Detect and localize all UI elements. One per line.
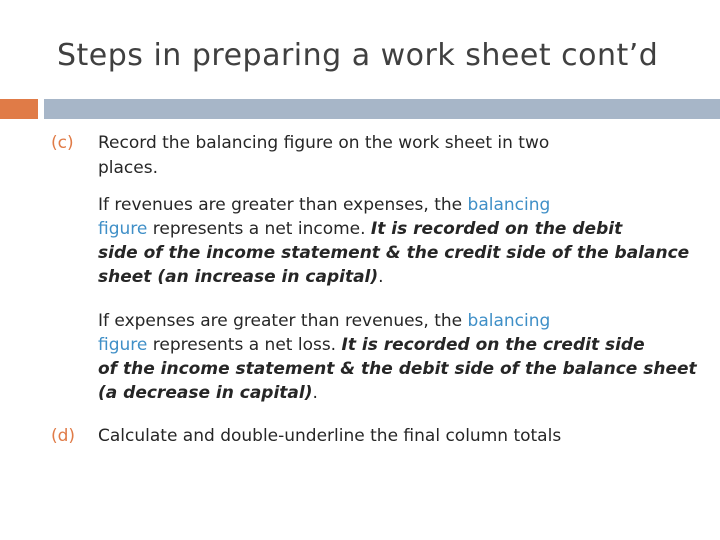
balancing-term: balancing: [467, 311, 551, 331]
net-income-line3: side of the income statement & the credit side of the balance: [98, 243, 690, 263]
item-d-text: Calculate and double-underline the final column totals: [98, 426, 562, 446]
net-loss-line1: If expenses are greater than revenues, the balancing: [98, 311, 551, 331]
net-loss-line2: figure represents a net loss. It is recorded on the credit side: [98, 335, 645, 355]
net-loss-line4: (a decrease in capital).: [98, 383, 318, 403]
item-c-text: [98, 131, 698, 180]
item-c-line1: Record the balancing figure on the work sheet in two: [98, 133, 550, 153]
figure-term: figure: [98, 335, 148, 355]
balancing-term: balancing: [467, 195, 551, 215]
net-loss-line3: of the income statement & the debit side of the balance sheet: [98, 359, 697, 379]
net-income-line1: If revenues are greater than expenses, the balancing: [98, 195, 551, 215]
net-income-line2: figure represents a net income. It is recorded on the debit: [98, 219, 623, 239]
list-marker-d: (d): [51, 426, 76, 446]
list-marker-c: (c): [51, 133, 74, 153]
page-title: Steps in preparing a work sheet cont’d: [57, 38, 659, 73]
net-income-line4: sheet (an increase in capital).: [98, 267, 384, 287]
paragraph-net-loss: [98, 309, 698, 405]
paragraph-net-income: [98, 193, 698, 289]
figure-term: figure: [98, 219, 148, 239]
item-c-line2: places.: [98, 158, 158, 178]
